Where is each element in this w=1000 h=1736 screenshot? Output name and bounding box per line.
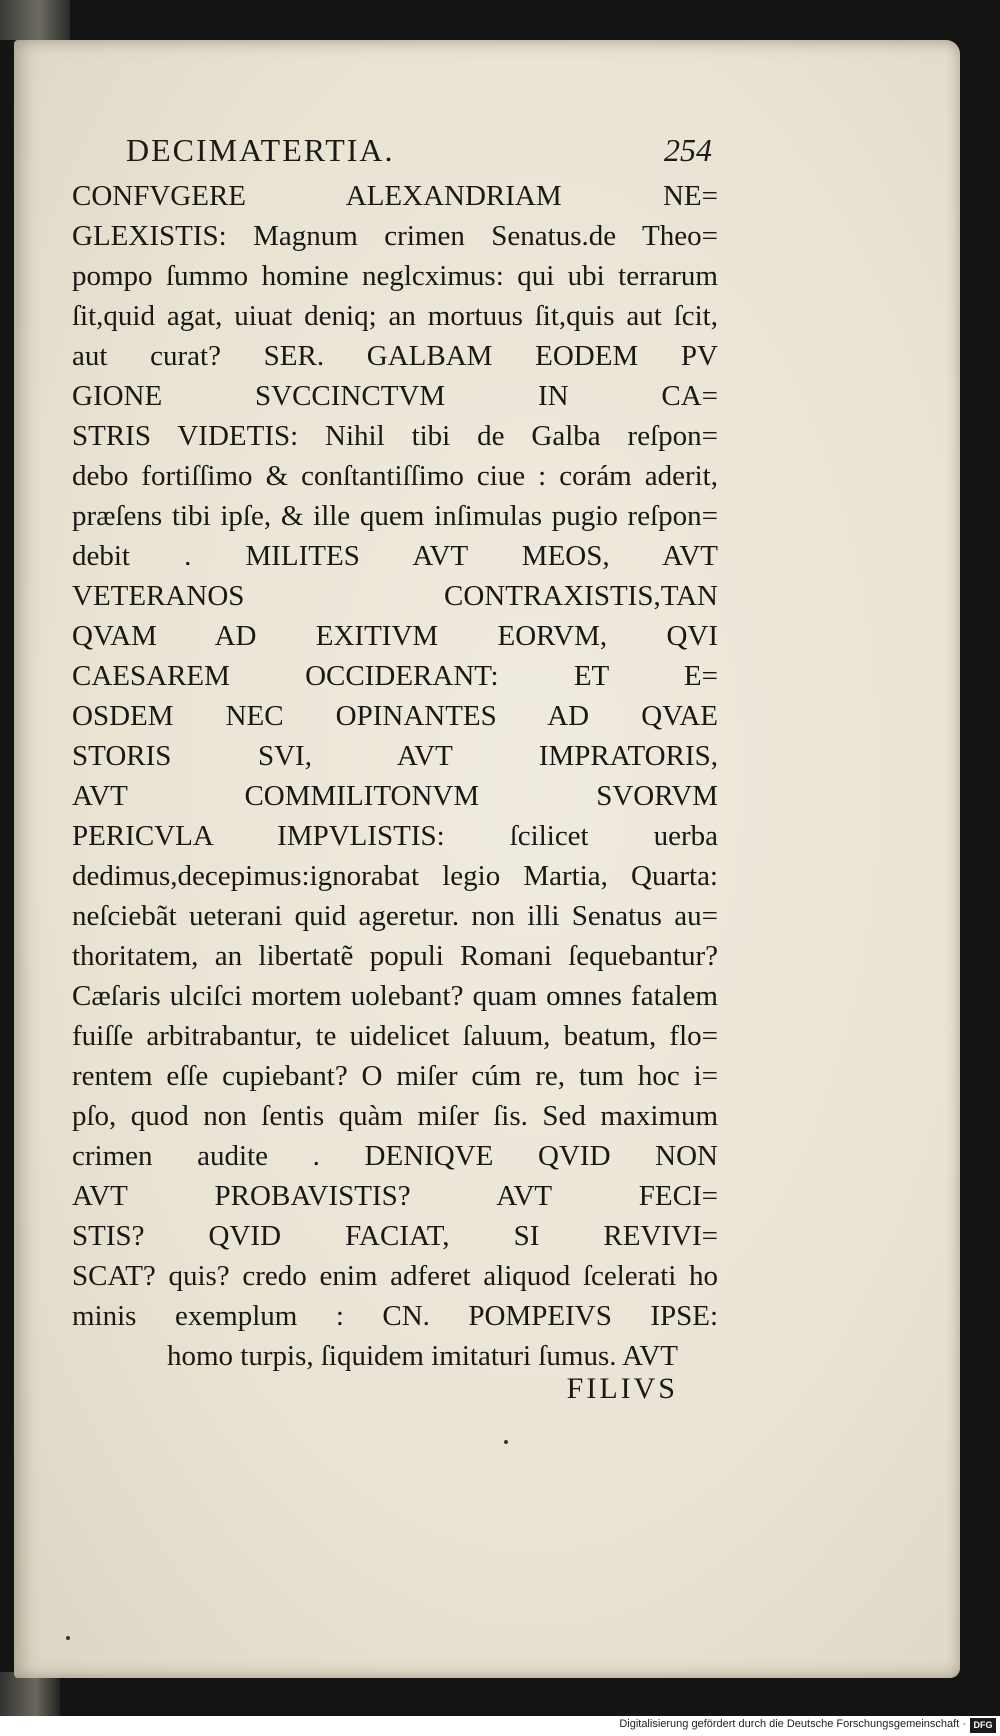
text-line: VETERANOS CONTRAXISTIS,TAN: [72, 580, 718, 612]
text-line: CONFVGERE ALEXANDRIAM NE=: [72, 180, 718, 212]
text-line: PERICVLA IMPVLISTIS: ſcilicet uerba: [72, 820, 718, 852]
text-line: STIS? QVID FACIAT, SI REVIVI=: [72, 1220, 718, 1252]
text-line: Cæſaris ulciſci mortem uolebant? quam omnes fatalem: [72, 980, 718, 1012]
page-header: [112, 132, 712, 176]
text-line: dedimus,decepimus:ignorabat legio Martia, Quarta:: [72, 860, 718, 892]
text-line: debit . MILITES AVT MEOS, AVT: [72, 540, 718, 572]
text-line: aut curat? SER. GALBAM EODEM PV: [72, 340, 718, 372]
text-line: homo turpis, ſiquidem imitaturi ſumus. AVT: [167, 1340, 678, 1372]
text-line: OSDEM NEC OPINANTES AD QVAE: [72, 700, 718, 732]
text-line: fuiſſe arbitrabantur, te uidelicet ſaluum, beatum, flo=: [72, 1020, 718, 1052]
text-line: QVAM AD EXITIVM EORVM, QVI: [72, 620, 718, 652]
text-line: STORIS SVI, AVT IMPRATORIS,: [72, 740, 718, 772]
book-spine-top: [0, 0, 70, 40]
text-line: thoritatem, an libertatẽ populi Romani ſequebantur?: [72, 940, 718, 972]
text-line: rentem eſſe cupiebant? O miſer cúm re, tum hoc i=: [72, 1060, 718, 1092]
footer-bar: [0, 1716, 1000, 1736]
text-line: pſo, quod non ſentis quàm miſer ſis. Sed maximum: [72, 1100, 718, 1132]
body-text: [72, 176, 718, 1376]
text-line: crimen audite . DENIQVE QVID NON: [72, 1140, 718, 1172]
text-line: SCAT? quis? credo enim adferet aliquod ſcelerati ho: [72, 1260, 718, 1292]
running-title: DECIMATERTIA.: [126, 132, 395, 168]
text-line: GIONE SVCCINCTVM IN CA=: [72, 380, 718, 412]
text-line: GLEXISTIS: Magnum crimen Senatus.de Theo=: [72, 220, 718, 252]
funding-credit: Digitalisierung gefördert durch die Deutsche Forschungsgemeinschaft ·: [619, 1718, 966, 1730]
text-line: ſit,quid agat, uiuat deniq; an mortuus ſit,quis aut ſcit,: [72, 300, 718, 332]
book-spine-bottom: [0, 1672, 60, 1716]
text-line: CAESAREM OCCIDERANT: ET E=: [72, 660, 718, 692]
text-line: pompo ſummo homine neglcximus: qui ubi terrarum: [72, 260, 718, 292]
text-line: præſens tibi ipſe, & ille quem inſimulas pugio reſpon=: [72, 500, 718, 532]
dfg-logo: DFG: [970, 1718, 996, 1733]
catchword: FILIVS: [566, 1372, 678, 1405]
text-line: AVT PROBAVISTIS? AVT FECI=: [72, 1180, 718, 1212]
text-line: minis exemplum : CN. POMPEIVS IPSE:: [72, 1300, 718, 1332]
text-line: AVT COMMILITONVM SVORVM: [72, 780, 718, 812]
ink-speck: [66, 1636, 70, 1640]
text-line: STRIS VIDETIS: Nihil tibi de Galba reſpon=: [72, 420, 718, 452]
text-line: neſciebãt ueterani quid ageretur. non illi Senatus au=: [72, 900, 718, 932]
ink-speck: [504, 1440, 508, 1444]
text-line: debo fortiſſimo & conſtantiſſimo ciue : corám aderit,: [72, 460, 718, 492]
page-number: 254: [664, 132, 712, 168]
